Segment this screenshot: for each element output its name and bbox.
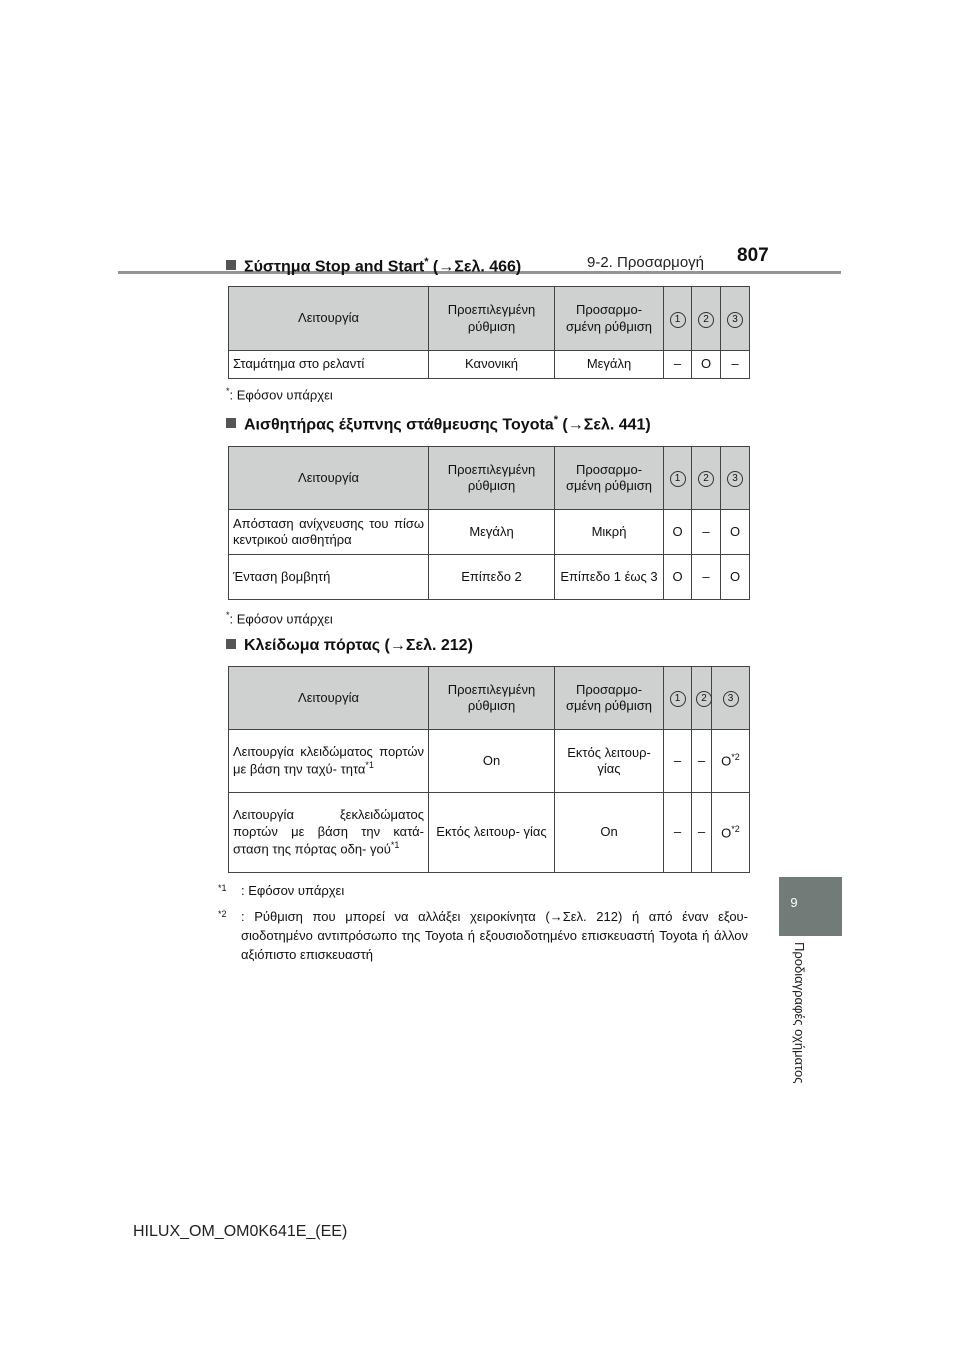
header-function: Λειτουργία xyxy=(229,667,429,730)
header-c1 xyxy=(664,447,692,510)
cell-c3: – xyxy=(721,351,750,379)
circled-number: 2 xyxy=(698,312,714,328)
settings-table-parking-sensor xyxy=(228,446,750,600)
footnote xyxy=(218,908,748,965)
cell-default: Εκτός λειτουρ- γίας xyxy=(429,793,555,873)
cell-custom: Εκτός λειτουρ- γίας xyxy=(555,730,664,793)
chapter-number: 9 xyxy=(790,895,798,910)
cell-function-text: Λειτουργία ξεκλειδώματος πορτών με βάση την κατά- σταση της πόρτας οδη- γού xyxy=(233,807,424,857)
cell-c3 xyxy=(712,730,750,793)
cell-function: Απόσταση ανίχνευσης του πίσω κεντρικού αισθητήρα xyxy=(229,510,429,555)
section-heading: 9-2. Προσαρμογή xyxy=(587,254,705,271)
header-c3 xyxy=(721,287,750,351)
table-row xyxy=(229,730,750,793)
section-title-door-lock xyxy=(226,637,473,655)
footnote-mark: * xyxy=(226,610,230,620)
bullet-square-icon xyxy=(226,639,236,649)
table-header-row xyxy=(229,667,750,730)
bullet-square-icon xyxy=(226,260,236,270)
section-title-text: Κλείδωμα πόρτας xyxy=(244,637,381,654)
footnote xyxy=(226,386,333,402)
cell-c3-text: O xyxy=(721,753,732,769)
asterisk-mark: * xyxy=(553,414,558,426)
cell-c3: O xyxy=(721,510,750,555)
cell-function: Ένταση βομβητή xyxy=(229,555,429,600)
table-row xyxy=(229,793,750,873)
page-reference: (→Σελ. 466) xyxy=(428,258,522,276)
footnote-text: : Ρύθμιση που μπορεί να αλλάξει χειροκίνητα (→Σελ. 212) ή από έναν εξου- σιοδοτημένο αντιπρόσωπο της Toyota ή εξουσιοδοτημένο επισκευαστή Toyota ή άλλον αξιόπιστο επισκευαστή xyxy=(241,909,748,962)
header-function: Λειτουργία xyxy=(229,287,429,351)
circled-number: 3 xyxy=(727,471,743,487)
section-title-parking-sensor xyxy=(226,414,651,434)
footnote-mark-text: *1 xyxy=(218,883,227,893)
footnote-mark: *1 xyxy=(365,760,374,771)
circled-number: 1 xyxy=(670,471,686,487)
cell-c1: O xyxy=(664,555,692,600)
header-default: Προεπιλεγμένη ρύθμιση xyxy=(429,447,555,510)
bullet-square-icon xyxy=(226,418,236,428)
header-c3 xyxy=(721,447,750,510)
cell-custom: Μικρή xyxy=(555,510,664,555)
cell-c2: – xyxy=(692,730,712,793)
footnote-mark xyxy=(218,908,227,928)
header-custom: Προσαρμο- σμένη ρύθμιση xyxy=(555,447,664,510)
cell-c2: – xyxy=(692,793,712,873)
footnote-text: : Εφόσον υπάρχει xyxy=(241,883,345,898)
header-default: Προεπιλεγμένη ρύθμιση xyxy=(429,667,555,730)
footnote-mark: *2 xyxy=(731,823,740,834)
cell-default: On xyxy=(429,730,555,793)
cell-c1: – xyxy=(664,351,692,379)
footnote xyxy=(226,610,333,626)
footnote xyxy=(218,882,748,901)
cell-c3 xyxy=(712,793,750,873)
circled-number: 1 xyxy=(670,312,686,328)
circled-number: 1 xyxy=(670,691,686,707)
asterisk-mark: * xyxy=(424,256,429,268)
header-c2 xyxy=(692,287,721,351)
section-title-stop-start xyxy=(226,256,521,276)
cell-custom: Μεγάλη xyxy=(555,351,664,379)
footnote-mark: *2 xyxy=(731,752,740,763)
header-custom: Προσαρμο- σμένη ρύθμιση xyxy=(555,287,664,351)
cell-custom: Επίπεδο 1 έως 3 xyxy=(555,555,664,600)
cell-function xyxy=(229,730,429,793)
table-header-row xyxy=(229,287,750,351)
footnote-mark: * xyxy=(226,386,230,396)
settings-table-stop-start xyxy=(228,286,750,379)
section-title-text: Σύστημα Stop and Start xyxy=(244,258,425,276)
header-c2 xyxy=(692,667,712,730)
header-c1 xyxy=(664,667,692,730)
cell-custom: On xyxy=(555,793,664,873)
cell-c3: O xyxy=(721,555,750,600)
circled-number: 2 xyxy=(698,471,714,487)
header-custom: Προσαρμο- σμένη ρύθμιση xyxy=(555,667,664,730)
page-number: 807 xyxy=(737,245,769,266)
settings-table-door-lock xyxy=(228,666,750,873)
table-row xyxy=(229,555,750,600)
footnote-mark xyxy=(218,882,227,902)
header-c1 xyxy=(664,287,692,351)
header-c3 xyxy=(712,667,750,730)
header-default: Προεπιλεγμένη ρύθμιση xyxy=(429,287,555,351)
document-code: HILUX_OM_OM0K641E_(EE) xyxy=(133,1223,348,1240)
header-function: Λειτουργία xyxy=(229,447,429,510)
table-row xyxy=(229,351,750,379)
cell-default: Επίπεδο 2 xyxy=(429,555,555,600)
cell-c1: O xyxy=(664,510,692,555)
circled-number: 3 xyxy=(723,691,739,707)
cell-c2: O xyxy=(692,351,721,379)
cell-c3-text: O xyxy=(721,825,732,841)
footnote-mark: *1 xyxy=(390,839,400,850)
cell-function xyxy=(229,793,429,873)
circled-number: 3 xyxy=(727,312,743,328)
chapter-title: Προδιαγραφές οχήματος xyxy=(792,942,807,1084)
cell-c1: – xyxy=(664,793,692,873)
cell-function: Σταμάτημα στο ρελαντί xyxy=(229,351,429,379)
footnote-text: : Εφόσον υπάρχει xyxy=(229,387,333,403)
circled-number: 2 xyxy=(696,691,712,707)
cell-c2: – xyxy=(692,510,721,555)
cell-function-text: Λειτουργία κλειδώματος πορτών με βάση την ταχύ- τητα xyxy=(233,744,424,777)
header-c2 xyxy=(692,447,721,510)
cell-default: Μεγάλη xyxy=(429,510,555,555)
cell-c2: – xyxy=(692,555,721,600)
cell-c1: – xyxy=(664,730,692,793)
table-row xyxy=(229,510,750,555)
section-title-text: Αισθητήρας έξυπνης στάθμευσης Toyota xyxy=(244,416,554,434)
table-header-row xyxy=(229,447,750,510)
footnote-text: : Εφόσον υπάρχει xyxy=(229,611,333,627)
footnote-mark-text: *2 xyxy=(218,909,227,919)
page-reference: (→Σελ. 441) xyxy=(557,416,651,434)
page-reference: (→Σελ. 212) xyxy=(380,637,473,654)
cell-default: Κανονική xyxy=(429,351,555,379)
